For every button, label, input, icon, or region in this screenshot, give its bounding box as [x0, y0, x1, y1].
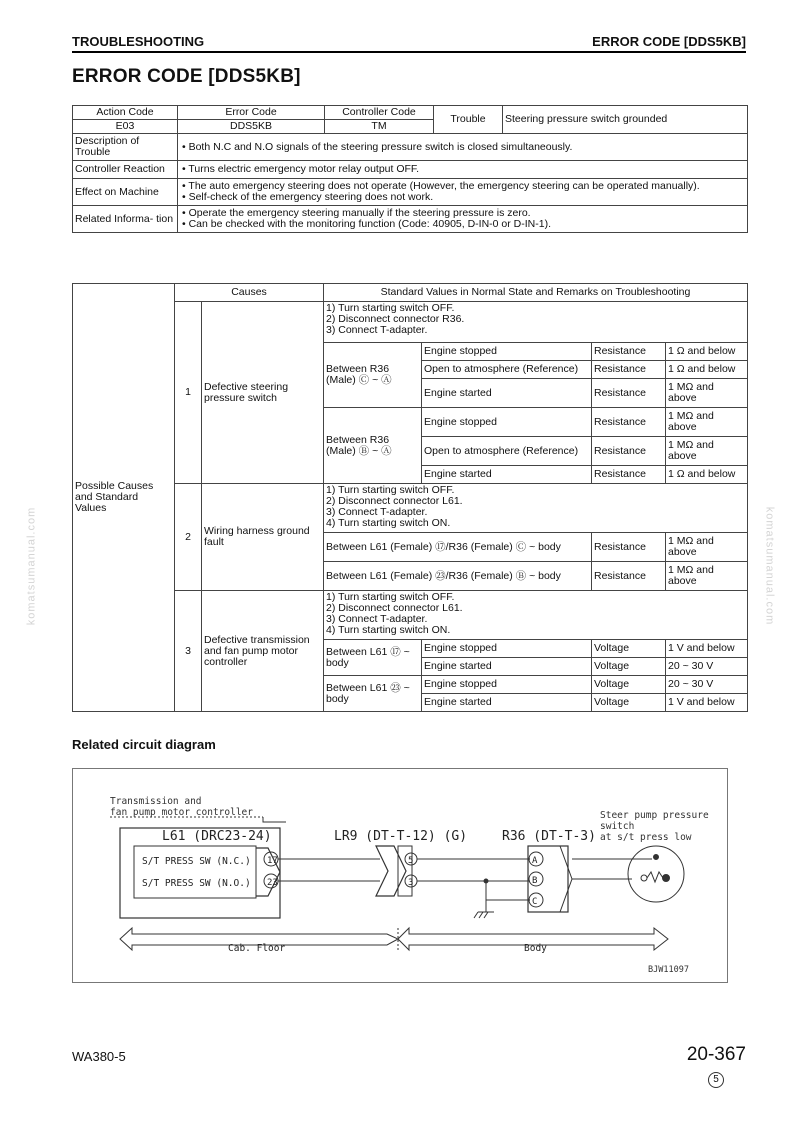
revision-mark: 5	[708, 1072, 724, 1088]
col-standard-values: Standard Values in Normal State and Remarks on Troubleshooting	[324, 284, 748, 302]
cause-1-number: 1	[175, 302, 202, 484]
signal-nc: S/T PRESS SW (N.C.)	[142, 856, 251, 867]
measure-cell: Resistance	[592, 379, 666, 408]
error-summary-table	[72, 105, 748, 233]
cause-2-name: Wiring harness ground fault	[202, 484, 324, 591]
cause-2-number: 2	[175, 484, 202, 591]
condition-cell: Open to atmosphere (Reference)	[422, 361, 592, 379]
step: 3) Connect T-adapter.	[326, 506, 428, 518]
causes-table	[72, 283, 748, 712]
pin-17-label: 17	[267, 856, 278, 866]
junction-dot	[484, 879, 488, 883]
value-cell: 20 ~ 30 V	[666, 658, 748, 676]
value-cell: 1 MΩ and above	[666, 408, 748, 437]
condition-cell: Open to atmosphere (Reference)	[422, 437, 592, 466]
footer-page-number: 20-367	[686, 1044, 746, 1065]
controller-reaction-item: • Turns electric emergency motor relay output OFF.	[182, 163, 420, 175]
controller-reaction-text	[178, 161, 748, 179]
description-label: Description of Trouble	[73, 134, 178, 161]
col-action-code: Action Code	[73, 106, 178, 120]
lr9-label: LR9 (DT-T-12) (G)	[334, 829, 468, 844]
value-cell: 1 Ω and below	[666, 361, 748, 379]
step: 1) Turn starting switch OFF.	[326, 302, 455, 314]
cause-2-steps	[324, 484, 748, 533]
pin-23-label: 23	[267, 878, 278, 888]
cause-1-steps	[324, 302, 748, 343]
lr9-connector	[376, 846, 406, 896]
step: 1) Turn starting switch OFF.	[326, 591, 455, 603]
header-rule	[72, 51, 746, 53]
measure-cell: Voltage	[592, 640, 666, 658]
possible-causes-label: Possible Causes and Standard Values	[73, 284, 175, 712]
controller-title-2: fan pump motor controller	[110, 807, 253, 818]
cause-2-between-2: Between L61 (Female) ㉓/R36 (Female) Ⓑ ~ body	[324, 562, 592, 591]
condition-cell: Engine started	[422, 694, 592, 712]
condition-cell: Engine started	[422, 466, 592, 484]
error-code-value: DDS5KB	[178, 120, 325, 134]
measure-cell: Resistance	[592, 466, 666, 484]
condition-cell: Engine started	[422, 379, 592, 408]
circuit-section-title: Related circuit diagram	[72, 737, 216, 752]
col-causes: Causes	[175, 284, 324, 302]
measure-cell: Resistance	[592, 437, 666, 466]
related-info-label: Related Informa- tion	[73, 206, 178, 233]
pin-a-label: A	[532, 856, 538, 866]
step: 4) Turn starting switch ON.	[326, 517, 451, 529]
controller-code-value: TM	[325, 120, 434, 134]
measure-cell: Voltage	[592, 658, 666, 676]
l61-label: L61 (DRC23-24)	[162, 829, 272, 844]
wire-ground	[486, 881, 530, 900]
ground-hatch	[474, 912, 478, 918]
measure-cell: Resistance	[592, 408, 666, 437]
cause-1-between-b: Between R36 (Male) Ⓑ ~ Ⓐ	[324, 408, 422, 484]
action-code-value: E03	[73, 120, 178, 134]
value-cell: 1 Ω and below	[666, 343, 748, 361]
value-cell: 1 MΩ and above	[666, 437, 748, 466]
zone-cab-label: Cab. Floor	[228, 943, 286, 954]
ground-hatch	[479, 912, 483, 918]
effect-label: Effect on Machine	[73, 179, 178, 206]
measure-cell: Resistance	[592, 361, 666, 379]
condition-cell: Engine stopped	[422, 343, 592, 361]
value-cell: 1 MΩ and above	[666, 533, 748, 562]
condition-cell: Engine started	[422, 658, 592, 676]
cause-2-between-1: Between L61 (Female) ⑰/R36 (Female) Ⓒ ~ body	[324, 533, 592, 562]
cause-3-between-a: Between L61 ⑰ ~ body	[324, 640, 422, 676]
related-info-text	[178, 206, 748, 233]
effect-text	[178, 179, 748, 206]
figure-id: BJW11097	[648, 965, 689, 975]
switch-contact	[647, 872, 663, 882]
controller-lead	[263, 817, 286, 822]
related-item-2: • Can be checked with the monitoring function (Code: 40905, D-IN-0 or D-IN-1).	[182, 218, 552, 230]
value-cell: 1 V and below	[666, 640, 748, 658]
switch-terminal	[663, 875, 670, 882]
footer-model: WA380-5	[72, 1049, 126, 1064]
running-header-section: TROUBLESHOOTING	[72, 34, 205, 49]
signal-no: S/T PRESS SW (N.O.)	[142, 878, 251, 889]
condition-cell: Engine stopped	[422, 676, 592, 694]
pin-5-label: 5	[408, 856, 414, 866]
sensor-label-1: Steer pump pressure	[600, 810, 709, 821]
description-text	[178, 134, 748, 161]
step: 1) Turn starting switch OFF.	[326, 484, 455, 496]
watermark-right: komatsumanual.com	[763, 506, 776, 626]
l61-signal-box	[134, 846, 256, 898]
condition-cell: Engine stopped	[422, 408, 592, 437]
trouble-value: Steering pressure switch grounded	[503, 106, 748, 134]
cause-1-name: Defective steering pressure switch	[202, 302, 324, 484]
effect-item-2: • Self-check of the emergency steering does not work.	[182, 191, 434, 203]
step: 2) Disconnect connector R36.	[326, 313, 465, 325]
trouble-label: Trouble	[434, 106, 503, 134]
measure-cell: Voltage	[592, 676, 666, 694]
sensor-label-2: switch	[600, 821, 635, 832]
step: 2) Disconnect connector L61.	[326, 495, 463, 507]
col-controller-code: Controller Code	[325, 106, 434, 120]
running-header-code: ERROR CODE [DDS5KB]	[592, 34, 746, 49]
sensor-label-3: at s/t press low	[600, 832, 692, 843]
circuit-diagram	[72, 768, 728, 983]
switch-terminal	[641, 875, 647, 881]
controller-reaction-label: Controller Reaction	[73, 161, 178, 179]
step: 3) Connect T-adapter.	[326, 324, 428, 336]
zone-body-label: Body	[524, 943, 547, 954]
cause-3-name: Defective transmission and fan pump motor controller	[202, 591, 324, 712]
r36-label: R36 (DT-T-3)	[502, 829, 596, 844]
page-title: ERROR CODE [DDS5KB]	[72, 66, 301, 87]
value-cell: 20 ~ 30 V	[666, 676, 748, 694]
value-cell: 1 MΩ and above	[666, 379, 748, 408]
pin-b-label: B	[532, 876, 538, 886]
pin-c-label: C	[532, 897, 538, 907]
condition-cell: Engine stopped	[422, 640, 592, 658]
measure-cell: Voltage	[592, 694, 666, 712]
description-item: • Both N.C and N.O signals of the steering pressure switch is closed simultaneously.	[182, 140, 573, 153]
measure-cell: Resistance	[592, 343, 666, 361]
watermark-left: komatsumanual.com	[25, 506, 38, 626]
cause-3-between-b: Between L61 ㉓ ~ body	[324, 676, 422, 712]
pin-3-label: 3	[408, 878, 414, 888]
switch-terminal	[654, 855, 659, 860]
step: 4) Turn starting switch ON.	[326, 624, 451, 636]
col-error-code: Error Code	[178, 106, 325, 120]
related-item-1: • Operate the emergency steering manually if the steering pressure is zero.	[182, 207, 531, 219]
value-cell: 1 MΩ and above	[666, 562, 748, 591]
value-cell: 1 V and below	[666, 694, 748, 712]
cause-3-steps	[324, 591, 748, 640]
value-cell: 1 Ω and below	[666, 466, 748, 484]
measure-cell: Resistance	[592, 562, 666, 591]
effect-item-1: • The auto emergency steering does not operate (However, the emergency steering can be operated manually).	[182, 180, 700, 192]
step: 2) Disconnect connector L61.	[326, 602, 463, 614]
cause-3-number: 3	[175, 591, 202, 712]
ground-hatch	[484, 912, 488, 918]
cause-1-between-a: Between R36 (Male) Ⓒ ~ Ⓐ	[324, 343, 422, 408]
controller-title-1: Transmission and	[110, 796, 202, 807]
measure-cell: Resistance	[592, 533, 666, 562]
step: 3) Connect T-adapter.	[326, 613, 428, 625]
